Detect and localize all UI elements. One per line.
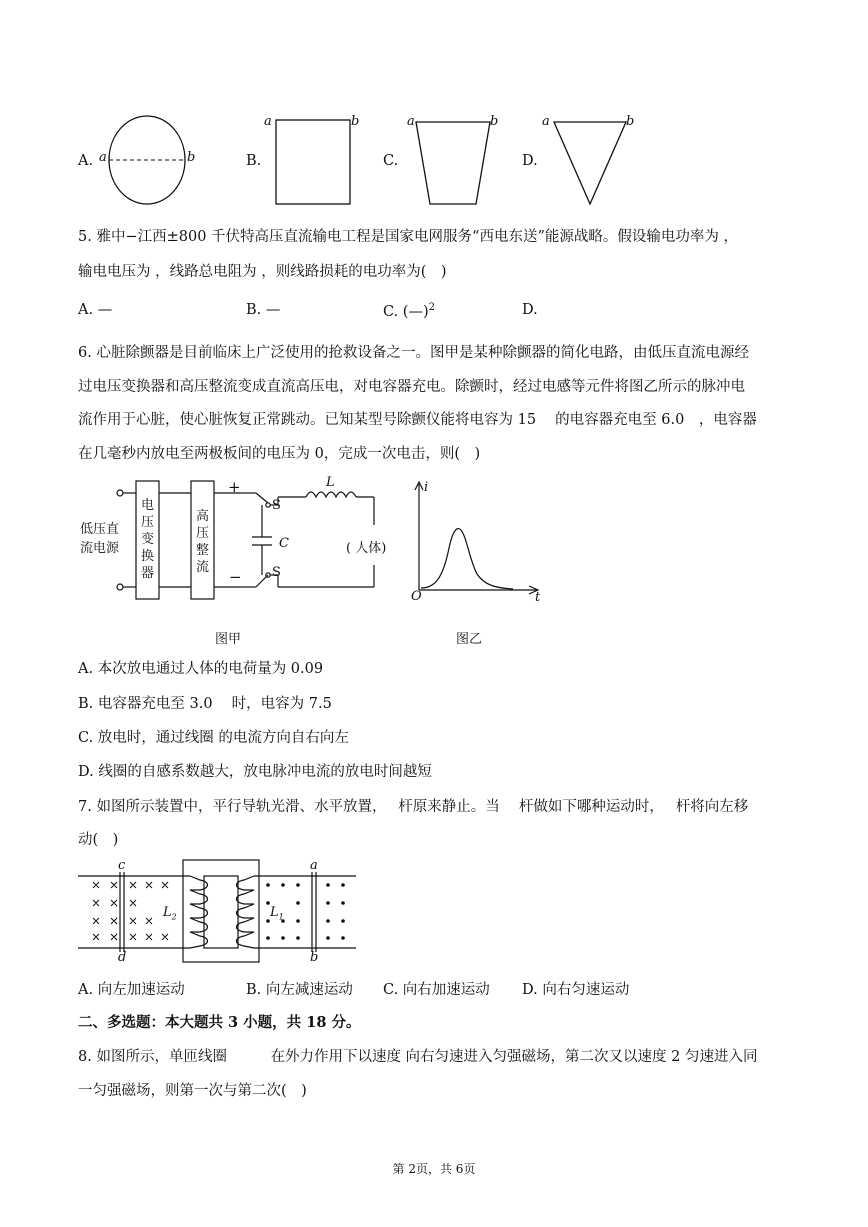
human-body-label: ( 人体): [346, 541, 387, 556]
q4-option-d-label: D.: [522, 153, 538, 169]
rectifier-label: [195, 508, 210, 576]
pulse-current-graph: [405, 478, 545, 600]
q6-option-b: B. 电容器充电至 3.0 时，电容为 7.5: [78, 696, 332, 712]
magnetic-field-into-page: [93, 882, 168, 940]
inductor-label: L: [326, 475, 335, 490]
q5-option-d: D.: [522, 302, 538, 318]
figure-yi-caption: 图乙: [456, 632, 483, 647]
power-source-label-line1: 低压直: [80, 522, 120, 537]
rect-char: 压: [195, 526, 209, 541]
rect-char: 整: [195, 543, 209, 558]
rod-point-b: b: [310, 950, 319, 965]
rod-point-d: d: [118, 950, 127, 965]
page-footer: 第 2页，共 6页: [392, 1162, 476, 1176]
coil-l1-label: [270, 905, 284, 922]
power-source-label-line2: 流电源: [80, 541, 120, 556]
coil-l1-sub: 1: [278, 912, 284, 922]
vc-char: 电: [140, 498, 154, 513]
q7-line-2: 动( ): [78, 832, 119, 848]
section-2-title: 二、多选题：本大题共 3 小题，共 18 分。: [78, 1014, 361, 1031]
capacitor-label: C: [279, 536, 289, 551]
q5-option-c-text: C. (—): [383, 303, 429, 320]
q4-option-b-label: B.: [246, 153, 262, 169]
q7-option-d: D. 向右匀速运动: [522, 982, 630, 998]
q4-option-c-label: C.: [383, 153, 399, 169]
square-point-a: a: [264, 114, 272, 129]
figure-jia-caption: 图甲: [215, 632, 242, 647]
triangle-point-a: a: [542, 114, 550, 129]
q6-option-a: A. 本次放电通过人体的电荷量为 0.09: [78, 661, 324, 677]
q8-line-2: 一匀强磁场，则第一次与第二次( ): [78, 1083, 307, 1099]
q7-option-c: C. 向右加速运动: [383, 982, 490, 998]
q5-option-c-sup: 2: [428, 302, 435, 313]
coil-l2-text: L: [163, 905, 172, 920]
rect-char: 流: [195, 560, 209, 575]
triangle-figure: [548, 112, 638, 212]
vc-char: 器: [140, 566, 154, 581]
q7-line-1: 7. 如图所示装置中，平行导轨光滑、水平放置， 杆原来静止。当 杆做如下哪种运动时， 杆将向左移: [78, 799, 749, 815]
q6-option-d: D. 线圈的自感系数越大，放电脉冲电流的放电时间越短: [78, 764, 432, 780]
q5-option-a: A. —: [78, 302, 113, 318]
rod-point-a: a: [310, 858, 318, 873]
square-figure: [270, 112, 360, 212]
coil-l2-sub: 2: [171, 912, 177, 922]
square-point-b: b: [351, 114, 360, 129]
triangle-point-b: b: [626, 114, 635, 129]
graph-axis-t: t: [535, 590, 541, 605]
q7-option-a: A. 向左加速运动: [78, 982, 185, 998]
q8-line-1: 8. 如图所示，单匝线圈 在外力作用下以速度 向右匀速进入匀强磁场，第二次又以速度 2 匀速进入同: [78, 1049, 758, 1065]
vc-char: 变: [140, 532, 154, 547]
graph-origin-o: O: [411, 589, 422, 604]
q6-line-2: 过电压变换器和高压整流变成直流高压电，对电容器充电。除颤时，经过电感等元件将图乙所示的脉冲电: [78, 379, 745, 395]
ellipse-point-a: a: [99, 150, 107, 165]
rect-char: 高: [195, 509, 209, 524]
q6-line-4: 在几毫秒内放电至两极板间的电压为 0，完成一次电击，则( ): [78, 446, 481, 462]
coil-l2-label: [163, 905, 177, 922]
trapezoid-point-a: a: [407, 114, 415, 129]
trapezoid-point-b: b: [490, 114, 499, 129]
minus-sign: −: [229, 568, 242, 586]
trapezoid-figure: [410, 112, 500, 212]
graph-axis-i: i: [424, 480, 429, 495]
q4-option-a-label: A.: [78, 153, 94, 169]
q5-option-b: B. —: [246, 302, 281, 318]
rod-point-c: c: [118, 858, 126, 873]
switch-s-bottom: S: [272, 565, 281, 580]
ellipse-point-b: b: [187, 150, 196, 165]
q7-option-b: B. 向左减速运动: [246, 982, 353, 998]
rail-transformer-diagram: [78, 858, 358, 963]
coil-l1-text: L: [270, 905, 279, 920]
vc-char: 换: [140, 549, 154, 564]
q5-line-1: 5. 雅中−江西±800 千伏特高压直流输电工程是国家电网服务“西电东送”能源战略。假设输电功率为 ，: [78, 229, 738, 245]
vc-char: 压: [140, 515, 154, 530]
switch-s-top: S: [272, 498, 281, 513]
voltage-converter-label: [140, 497, 155, 582]
plus-sign: +: [228, 478, 241, 496]
q5-line-2: 输电电压为 ，线路总电阻为 ，则线路损耗的电功率为( ): [78, 264, 447, 280]
q6-line-1: 6. 心脏除颤器是目前临床上广泛使用的抢救设备之一。图甲是某种除颤器的简化电路，由低压直流电源经: [78, 345, 749, 361]
q5-option-c: [383, 302, 435, 320]
q6-line-3: 流作用于心脏，使心脏恢复正常跳动。已知某型号除颤仪能将电容为 15 的电容器充电至 6.0 ，电容器: [78, 412, 757, 428]
q6-option-c: C. 放电时，通过线圈 的电流方向自右向左: [78, 730, 349, 746]
